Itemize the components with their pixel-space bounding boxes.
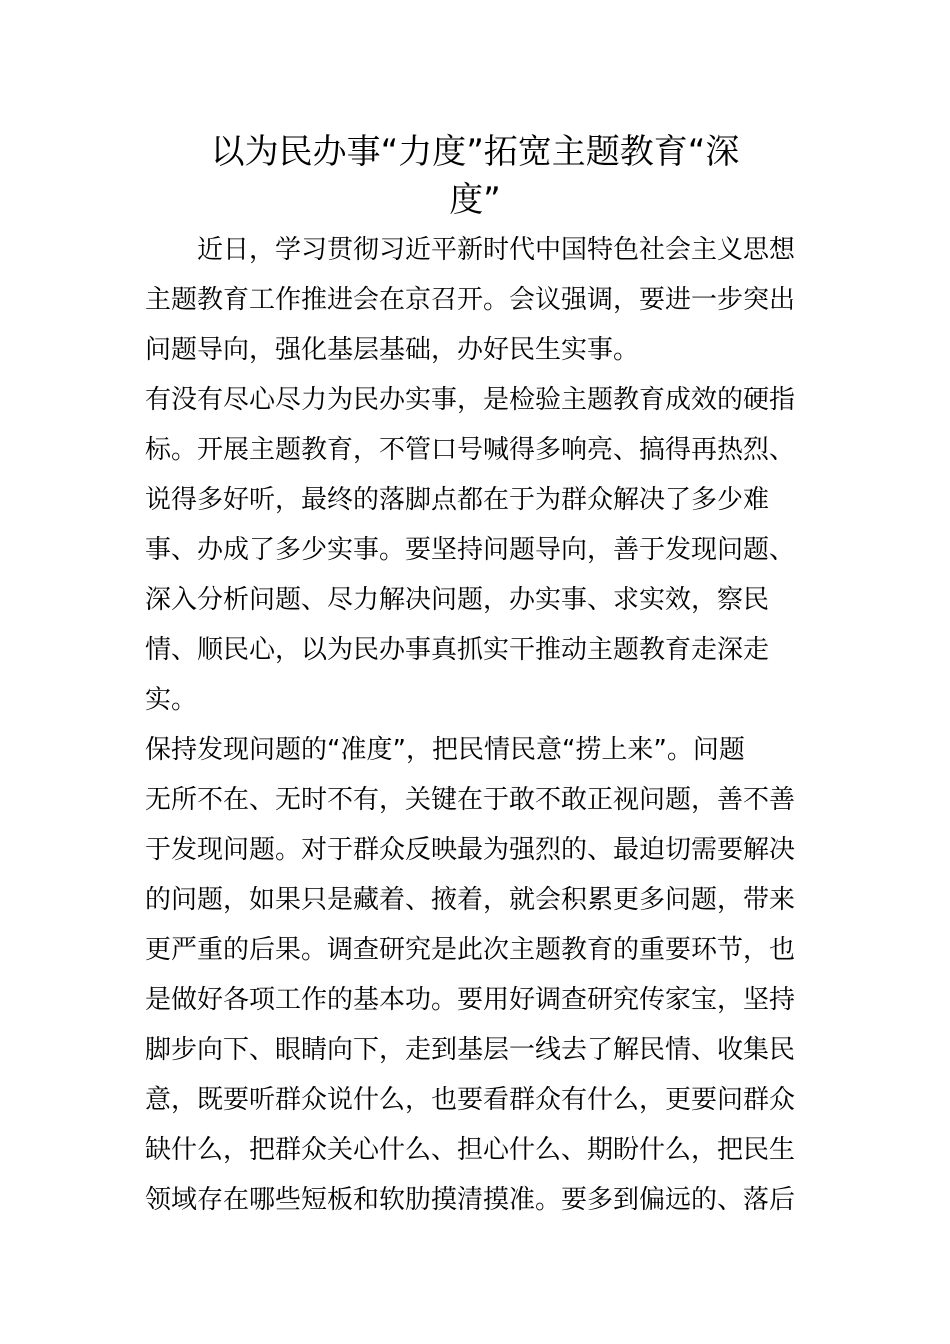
body-line: 说得多好听，最终的落脚点都在于为群众解决了多少难 — [145, 485, 770, 515]
document-body — [145, 225, 809, 1225]
body-line: 主题教育工作推进会在京召开。会议强调，要进一步突出 — [145, 285, 796, 315]
body-line: 的问题，如果只是藏着、掖着，就会积累更多问题，带来 — [145, 885, 796, 915]
document-title — [145, 128, 805, 224]
body-line: 脚步向下、眼睛向下，走到基层一线去了解民情、收集民 — [145, 1035, 796, 1065]
body-line: 领域存在哪些短板和软肋摸清摸准。要多到偏远的、落后 — [145, 1185, 796, 1215]
body-line: 无所不在、无时不有，关键在于敢不敢正视问题，善不善 — [145, 785, 796, 815]
body-line: 有没有尽心尽力为民办实事，是检验主题教育成效的硬指 — [145, 385, 796, 415]
title-line-2: 度” — [449, 180, 501, 220]
body-line: 更严重的后果。调查研究是此次主题教育的重要环节，也 — [145, 935, 796, 965]
body-line: 是做好各项工作的基本功。要用好调查研究传家宝，坚持 — [145, 985, 796, 1015]
body-line: 近日，学习贯彻习近平新时代中国特色社会主义思想 — [145, 235, 796, 265]
body-line: 意，既要听群众说什么，也要看群众有什么，更要问群众 — [145, 1085, 796, 1115]
body-line: 保持发现问题的“准度”，把民情民意“捞上来”。问题 — [145, 735, 745, 765]
body-line: 问题导向，强化基层基础，办好民生实事。 — [145, 335, 640, 365]
body-line: 事、办成了多少实事。要坚持问题导向，善于发现问题、 — [145, 535, 796, 565]
body-line: 缺什么，把群众关心什么、担心什么、期盼什么，把民生 — [145, 1135, 796, 1165]
body-line: 于发现问题。对于群众反映最为强烈的、最迫切需要解决 — [145, 835, 796, 865]
body-line: 实。 — [145, 685, 198, 715]
body-line: 深入分析问题、尽力解决问题，办实事、求实效，察民 — [145, 585, 770, 615]
title-line-1: 以为民办事“力度”拓宽主题教育“深 — [210, 132, 740, 172]
body-line: 情、顺民心，以为民办事真抓实干推动主题教育走深走 — [145, 635, 770, 665]
body-line: 标。开展主题教育，不管口号喊得多响亮、搞得再热烈、 — [145, 435, 796, 465]
